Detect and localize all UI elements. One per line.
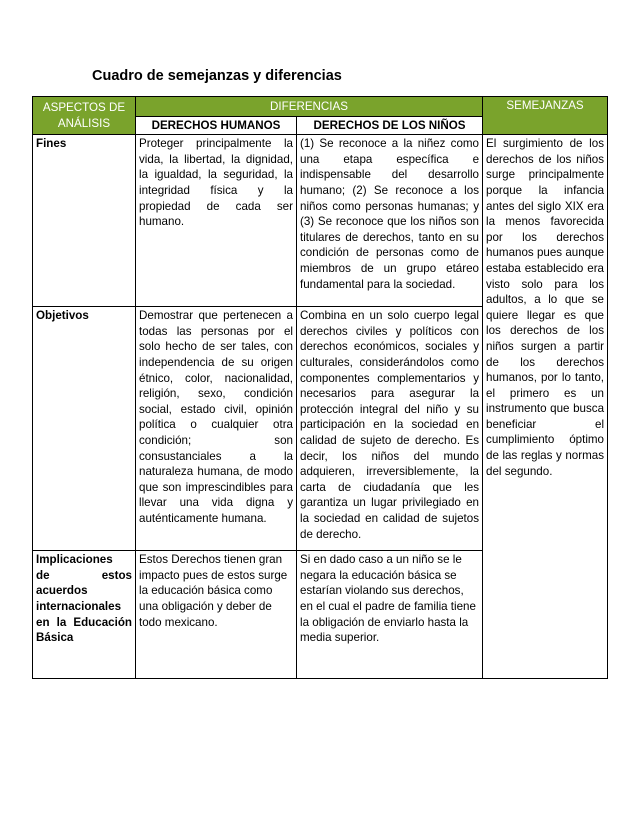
aspecto-cell <box>33 551 136 679</box>
derechos-humanos-cell: Estos Derechos tienen gran impacto pues de estos surge la educación básica como una obligación y deber de todo mexicano. <box>136 551 297 679</box>
derechos-ninos-cell: Combina en un solo cuerpo legal derechos civiles y políticos con derechos económicos, sociales y culturales, considerándolos como componentes complementarios y necesarios para asegurar la protección integral del niño y su participación en la sociedad en calidad de sujeto de derecho. Es decir, los niños del mundo adquieren, irreversiblemente, la carta de ciudadanía que les garantiza un lugar privilegiado en la sociedad en calidad de sujetos de derecho. <box>297 307 483 551</box>
header-row <box>33 97 608 117</box>
header-derechos-humanos: DERECHOS HUMANOS <box>136 116 297 135</box>
comparison-table <box>32 96 608 679</box>
aspecto-line: Básica <box>36 631 74 645</box>
semejanzas-cell: El surgimiento de los derechos de los niños surge principalmente porque la infancia antes del siglo XIX era la menos favorecida por los derechos humanos pues aunque estaba establecido era visto solo para los adultos, a lo que se quiere llegar es que los derechos de los niños surgen a partir de los derechos humanos, por lo tanto, el primero es un instrumento que busca beneficiar el cumplimiento óptimo de las reglas y normas del segundo. <box>483 135 608 679</box>
aspecto-line: en la Educación <box>36 615 132 629</box>
header-aspectos: ASPECTOS DE ANÁLISIS <box>33 97 136 135</box>
header-derechos-ninos: DERECHOS DE LOS NIÑOS <box>297 116 483 135</box>
header-semejanzas: SEMEJANZAS <box>483 97 608 135</box>
aspecto-line: internacionales <box>36 599 122 613</box>
derechos-ninos-cell: (1) Se reconoce a la niñez como una etapa específica e indispensable del desarrollo humano; (2) Se reconoce a los niños como personas humanas; y (3) Se reconoce que los niños son titulares de derechos, tanto en su condición de personas como de miembros de un grupo etáreo fundamental para la sociedad. <box>297 135 483 307</box>
page-title: Cuadro de semejanzas y diferencias <box>92 68 342 84</box>
derechos-humanos-cell: Proteger principalmente la vida, la libertad, la dignidad, la igualdad, la seguridad, la integridad física y la propiedad de cada ser humano. <box>136 135 297 307</box>
aspecto-cell: Fines <box>33 135 136 307</box>
derechos-humanos-cell: Demostrar que pertenecen a todas las personas por el solo hecho de ser tales, con independencia de su origen étnico, color, nacionalidad, religión, sexo, condición social, estado civil, opinión política o cualquier otra condición; son consustanciales a la naturaleza humana, de modo que son imprescindibles para llevar una vida digna y auténticamente humana. <box>136 307 297 551</box>
aspecto-line: acuerdos <box>36 584 88 598</box>
aspecto-cell: Objetivos <box>33 307 136 551</box>
aspecto-line: de estos <box>36 568 132 582</box>
header-diferencias: DIFERENCIAS <box>136 97 483 117</box>
aspecto-line: Implicaciones <box>36 553 113 567</box>
derechos-ninos-cell: Si en dado caso a un niño se le negara la educación básica se estarían violando sus derechos, en el cual el padre de familia tiene la obligación de enviarlo hasta la media superior. <box>297 551 483 679</box>
table-row <box>33 135 608 307</box>
